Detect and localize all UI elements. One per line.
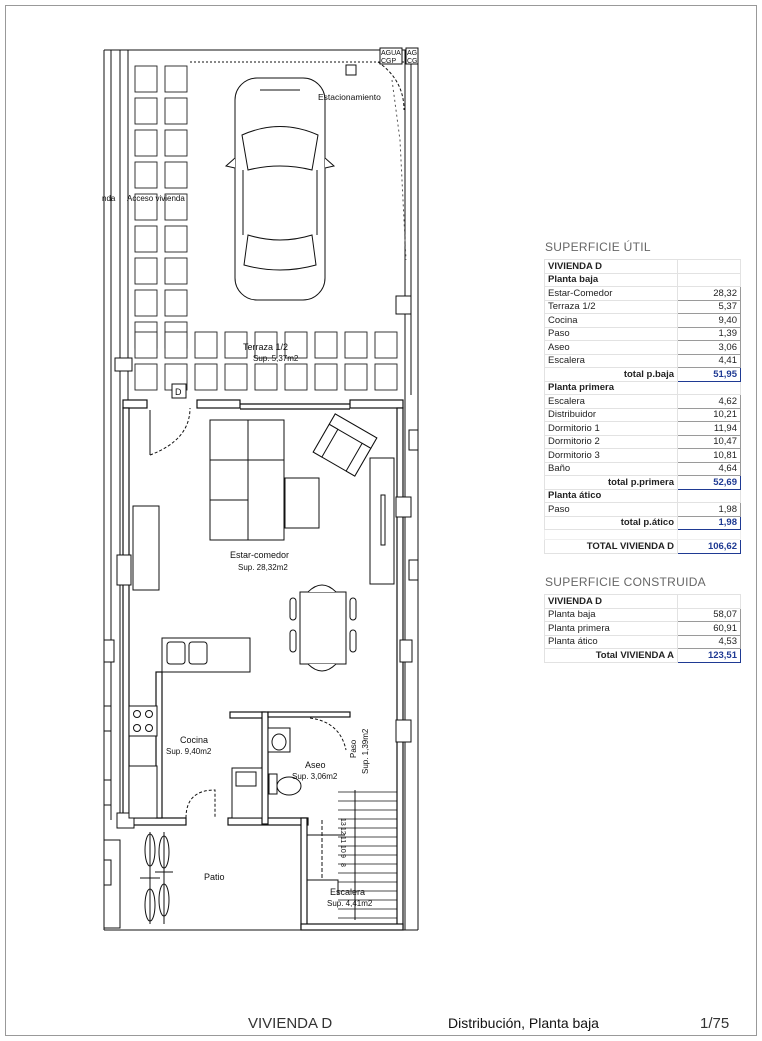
estacionamiento-label: Estacionamiento bbox=[318, 92, 381, 102]
row-label: Estar-Comedor bbox=[545, 287, 678, 301]
total-row bbox=[545, 540, 741, 554]
stair-step-number: 13 bbox=[339, 818, 346, 826]
row-label: Total VIVIENDA A bbox=[545, 649, 678, 663]
ag-label: AG bbox=[407, 50, 418, 57]
row-label: TOTAL VIVIENDA D bbox=[545, 540, 678, 554]
row-label: Escalera bbox=[545, 354, 678, 368]
row-value: 10,81 bbox=[678, 449, 741, 463]
superficie-construida-table bbox=[544, 594, 741, 663]
table-row bbox=[545, 354, 741, 368]
row-value: 4,53 bbox=[678, 635, 741, 649]
row-value bbox=[678, 273, 741, 287]
section-row bbox=[545, 260, 741, 274]
stair-step-number: 11 bbox=[339, 836, 346, 844]
superficie-util-table bbox=[544, 259, 741, 554]
table-row bbox=[545, 422, 741, 436]
row-value: 28,32 bbox=[678, 287, 741, 301]
section-row bbox=[545, 381, 741, 395]
section-row bbox=[545, 595, 741, 609]
row-label: VIVIENDA D bbox=[545, 595, 678, 609]
coffee-table-icon bbox=[285, 478, 319, 528]
row-value: 3,06 bbox=[678, 341, 741, 355]
table-row bbox=[545, 408, 741, 422]
row-label: total p.ático bbox=[545, 516, 678, 530]
acceso-label: Acceso vivienda bbox=[127, 194, 185, 203]
row-value: 11,94 bbox=[678, 422, 741, 436]
estar-label: Estar-comedor bbox=[230, 550, 290, 560]
terraza-label: Terraza 1/2 bbox=[243, 342, 289, 352]
row-value: 9,40 bbox=[678, 314, 741, 328]
row-value bbox=[678, 489, 741, 503]
section-row bbox=[545, 489, 741, 503]
row-label: Cocina bbox=[545, 314, 678, 328]
row-label: total p.primera bbox=[545, 476, 678, 490]
row-value: 123,51 bbox=[678, 649, 741, 663]
door-d-label: D bbox=[175, 387, 182, 397]
stair-step-number: 12 bbox=[339, 827, 346, 835]
row-value bbox=[678, 530, 741, 540]
row-label: Dormitorio 1 bbox=[545, 422, 678, 436]
stair-step-number: 8 bbox=[339, 863, 346, 867]
row-label: total p.baja bbox=[545, 368, 678, 382]
row-value bbox=[678, 595, 741, 609]
superficie-construida-heading: SUPERFICIE CONSTRUIDA bbox=[545, 575, 706, 589]
table-row bbox=[545, 622, 741, 636]
terraza-sup: Sup. 5,37m2 bbox=[253, 354, 299, 363]
table-row bbox=[545, 314, 741, 328]
cocina-label: Cocina bbox=[180, 735, 209, 745]
bathroom-fixtures-icon bbox=[268, 728, 301, 795]
table-row bbox=[545, 449, 741, 463]
table-row bbox=[545, 341, 741, 355]
stair-step-number: 10 bbox=[339, 845, 346, 853]
aseo-sup: Sup. 3,06m2 bbox=[292, 772, 338, 781]
escalera-label: Escalera bbox=[330, 887, 366, 897]
row-label: VIVIENDA D bbox=[545, 260, 678, 274]
row-value: 58,07 bbox=[678, 608, 741, 622]
cgp-label: CGP bbox=[381, 58, 397, 65]
table-row bbox=[545, 530, 741, 540]
row-label: Planta ático bbox=[545, 635, 678, 649]
acceso-prefix-label: nda bbox=[102, 194, 116, 203]
row-value: 1,39 bbox=[678, 327, 741, 341]
table-row bbox=[545, 608, 741, 622]
stair-step-number: 9 bbox=[339, 854, 346, 858]
table-row bbox=[545, 435, 741, 449]
aseo-label: Aseo bbox=[305, 760, 326, 770]
estar-sup: Sup. 28,32m2 bbox=[238, 563, 288, 572]
footer-title: Distribución, Planta baja bbox=[448, 1015, 599, 1031]
row-value: 10,47 bbox=[678, 435, 741, 449]
table-row bbox=[545, 462, 741, 476]
footer-page-number: 1/75 bbox=[700, 1015, 730, 1032]
total-row bbox=[545, 649, 741, 663]
row-value: 5,37 bbox=[678, 300, 741, 314]
kitchen-counter-icon bbox=[129, 638, 262, 818]
row-value: 51,95 bbox=[678, 368, 741, 382]
row-label: Planta baja bbox=[545, 273, 678, 287]
table-row bbox=[545, 327, 741, 341]
armchair-icon bbox=[313, 414, 377, 476]
row-label: Paso bbox=[545, 327, 678, 341]
dining-table-icon bbox=[290, 585, 356, 671]
cg-label: CG bbox=[407, 58, 418, 65]
car-icon bbox=[226, 78, 334, 300]
row-label: Terraza 1/2 bbox=[545, 300, 678, 314]
row-value: 60,91 bbox=[678, 622, 741, 636]
row-label bbox=[545, 530, 678, 540]
row-value: 1,98 bbox=[678, 516, 741, 530]
row-label: Paso bbox=[545, 503, 678, 517]
row-value: 106,62 bbox=[678, 540, 741, 554]
superficie-util-heading: SUPERFICIE ÚTIL bbox=[545, 240, 651, 254]
row-value: 1,98 bbox=[678, 503, 741, 517]
escalera-sup: Sup. 4,41m2 bbox=[327, 899, 373, 908]
total-row bbox=[545, 516, 741, 530]
sofa-icon bbox=[210, 420, 284, 540]
row-label: Aseo bbox=[545, 341, 678, 355]
row-label: Baño bbox=[545, 462, 678, 476]
paso-label: Paso bbox=[349, 739, 358, 758]
agua-label: AGUA bbox=[381, 50, 401, 57]
table-row bbox=[545, 287, 741, 301]
table-row bbox=[545, 503, 741, 517]
row-label: Planta primera bbox=[545, 381, 678, 395]
paso-sup: Sup. 1,39m2 bbox=[361, 728, 370, 774]
row-value bbox=[678, 381, 741, 395]
row-value: 52,69 bbox=[678, 476, 741, 490]
table-row bbox=[545, 635, 741, 649]
row-label: Dormitorio 3 bbox=[545, 449, 678, 463]
row-value bbox=[678, 260, 741, 274]
table-row bbox=[545, 300, 741, 314]
bicycles-icon bbox=[140, 832, 173, 924]
footer-dwelling: VIVIENDA D bbox=[248, 1015, 333, 1032]
table-row bbox=[545, 395, 741, 409]
row-label: Distribuidor bbox=[545, 408, 678, 422]
row-label: Planta ático bbox=[545, 489, 678, 503]
row-label: Planta baja bbox=[545, 608, 678, 622]
row-value: 10,21 bbox=[678, 408, 741, 422]
row-value: 4,62 bbox=[678, 395, 741, 409]
row-label: Dormitorio 2 bbox=[545, 435, 678, 449]
row-value: 4,64 bbox=[678, 462, 741, 476]
total-row bbox=[545, 368, 741, 382]
row-label: Planta primera bbox=[545, 622, 678, 636]
row-value: 4,41 bbox=[678, 354, 741, 368]
section-row bbox=[545, 273, 741, 287]
sideboard-icon bbox=[133, 506, 159, 590]
cocina-sup: Sup. 9,40m2 bbox=[166, 747, 212, 756]
patio-label: Patio bbox=[204, 872, 225, 882]
total-row bbox=[545, 476, 741, 490]
row-label: Escalera bbox=[545, 395, 678, 409]
